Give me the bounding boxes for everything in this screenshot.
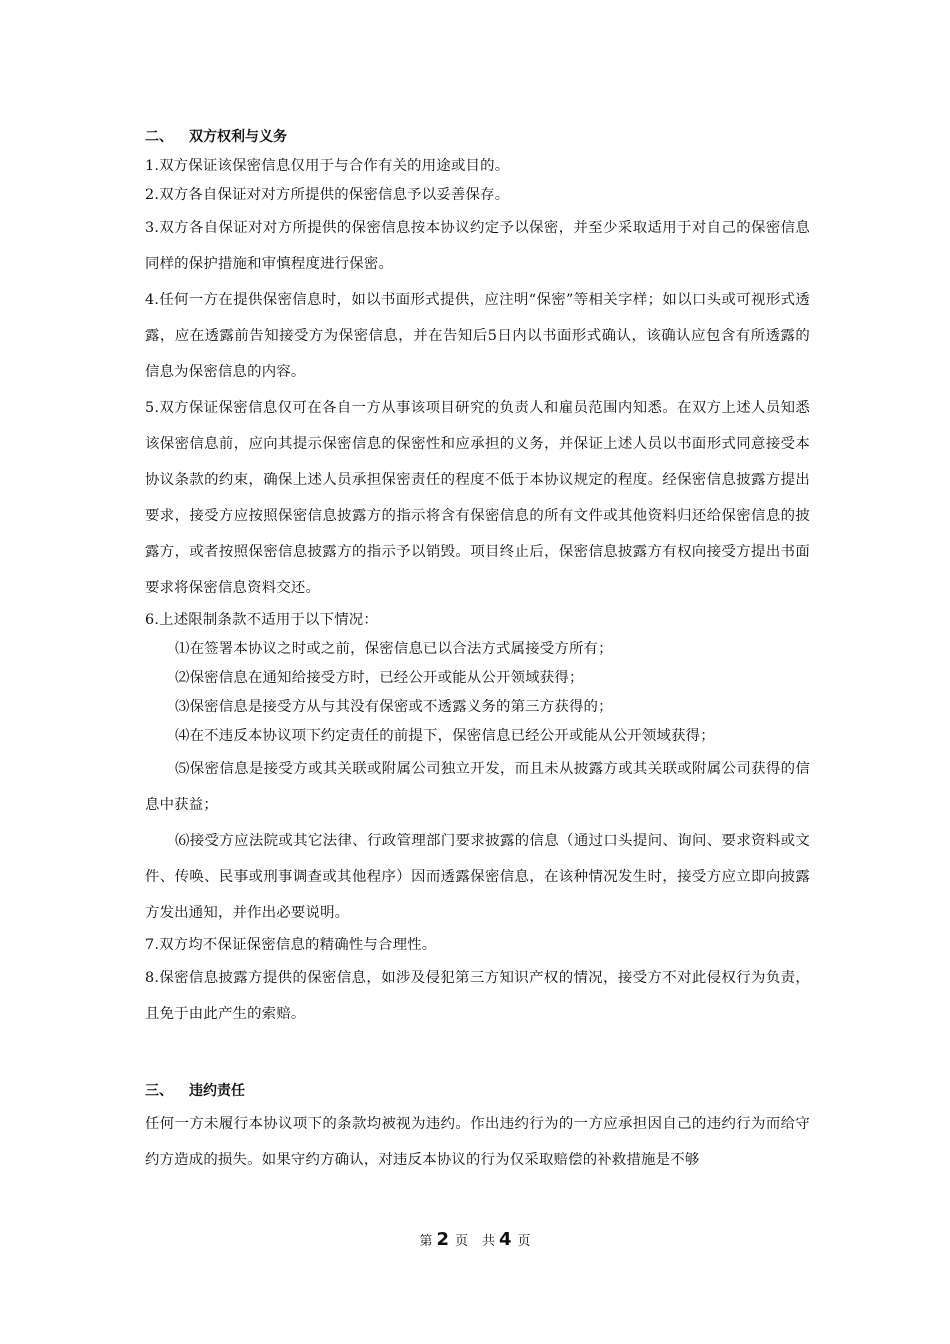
page-footer [0,1225,950,1257]
clause-6-item-5: ⑸保密信息是接受方或其关联或附属公司独立开发，而且未从披露方或其关联或附属公司获得的信息中获益； [145,761,810,813]
clause-6-item-6: ⑹接受方应法院或其它法律、行政管理部门要求披露的信息（通过口头提问、询问、要求资料或文件、传唤、民事或刑事调查或其他程序）因而透露保密信息，在该种情况发生时，接受方应立即向披露方发出通知，并作出必要说明。 [145,833,810,921]
section-spacer [145,1032,810,1076]
current-page-number: 2 [436,1229,449,1250]
clause-6-item-3: ⑶保密信息是接受方从与其没有保密或不透露义务的第三方获得的； [175,699,613,715]
total-pages-number: 4 [499,1229,512,1250]
clause-4: 4.任何一方在提供保密信息时，如以书面形式提供，应注明“保密”等相关字样；如以口头或可视形式透露，应在透露前告知接受方为保密信息，并在告知后5日内以书面形式确认，该确认应包含有所透露的信息为保密信息的内容。 [145,292,810,380]
section-title: 双方权利与义务 [189,129,287,145]
clause-1: 1.双方保证该保密信息仅用于与合作有关的用途或目的。 [145,158,510,174]
clause-7: 7.双方均不保证保密信息的精确性与合理性。 [145,937,437,953]
footer-total-unit: 页 [517,1234,531,1249]
section-number: 二、 [145,129,173,145]
clause-5: 5.双方保证保密信息仅可在各自一方从事该项目研究的负责人和雇员范围内知悉。在双方上述人员知悉该保密信息前，应向其提示保密信息的保密性和应承担的义务，并保证上述人员以书面形式同意接受本协议条款的约束，确保上述人员承担保密责任的程度不低于本协议规定的程度。经保密信息披露方提出要求，接受方应按照保密信息披露方的指示将含有保密信息的所有文件或其他资料归还给保密信息的披露方，或者按照保密信息披露方的指示予以销毁。项目终止后，保密信息披露方有权向接受方提出书面要求将保密信息资料交还。 [145,400,810,596]
breach-paragraph: 任何一方未履行本协议项下的条款均被视为违约。作出违约行为的一方应承担因自己的违约行为而给守约方造成的损失。如果守约方确认，对违反本协议的行为仅采取赔偿的补救措施是不够 [145,1116,810,1168]
clause-2: 2.双方各自保证对对方所提供的保密信息予以妥善保存。 [145,187,510,203]
footer-page-unit: 页 [454,1234,468,1249]
clause-6-item-2: ⑵保密信息在通知给接受方时，已经公开或能从公开领域获得； [175,670,584,686]
clause-6-item-1: ⑴在签署本协议之时或之前，保密信息已以合法方式属接受方所有； [175,641,613,657]
section-number: 三、 [145,1083,173,1099]
clause-3: 3.双方各自保证对对方所提供的保密信息按本协议约定予以保密，并至少采取适用于对自己的保密信息同样的保护措施和审慎程度进行保密。 [145,220,810,272]
section-title: 违约责任 [189,1083,245,1099]
section-heading-3 [145,1076,810,1106]
footer-total-prefix: 共 [482,1234,496,1249]
section-heading-2 [145,122,810,152]
clause-6-item-4: ⑷在不违反本协议项下约定责任的前提下，保密信息已经公开或能从公开领域获得； [175,728,715,744]
document-body [145,122,810,1178]
footer-prefix: 第 [419,1234,433,1249]
clause-6: 6.上述限制条款不适用于以下情况： [145,612,378,628]
clause-8: 8.保密信息披露方提供的保密信息，如涉及侵犯第三方知识产权的情况，接受方不对此侵权行为负责，且免于由此产生的索赔。 [145,970,810,1022]
